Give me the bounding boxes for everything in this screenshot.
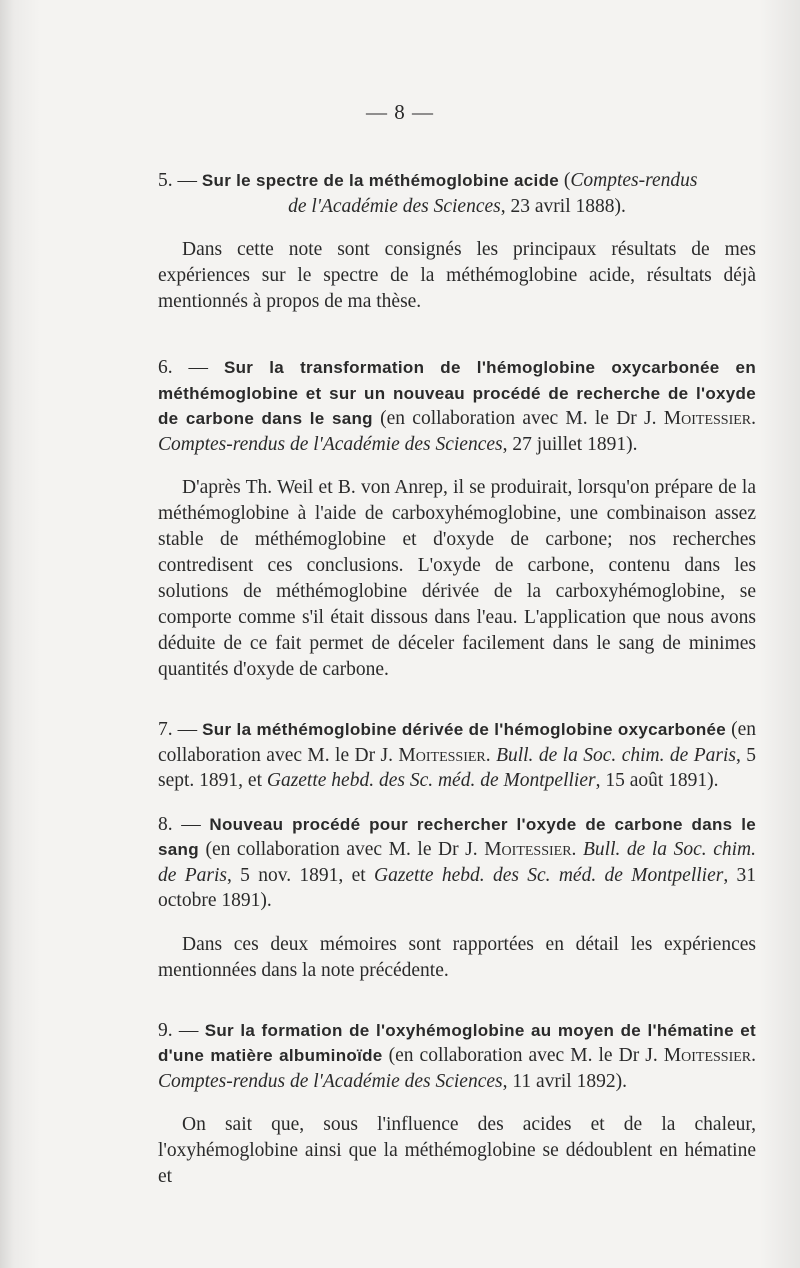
journal-name-cont: de l'Académie des Sciences [288,195,501,217]
entry-date: , 23 avril 1888). [500,195,626,217]
entry-6: 6. — Sur la transformation de l'hémoglobine oxycarbonée en méthémoglobine et sur un nouveau procédé de recherche de l'oxyde de carbone dans le sang (en collaboration avec M. le Dr J. Moitessier. Comptes-rendus de l'Académie des Sciences, 27 juillet 1891). [158,357,757,455]
entry-date: , 11 avril 1892). [502,1070,627,1092]
journal-name: Bull. de la Soc. chim. de Paris [496,744,736,766]
entry-number: 5. [158,170,173,191]
entry-number: 9. [158,1019,173,1041]
author-name: Moitessier. [663,1045,757,1066]
author-name: Moitessier. [398,744,491,766]
entry-date: , 15 août 1891). [595,770,719,791]
paragraph-5: Dans cette note sont consignés les principaux résultats de mes expériences sur le spectre de la méthémoglobine acide, résultats déjà mentionnés à propos de ma thèse. [158,239,756,312]
entry-number: 8. [158,813,173,835]
entry-title: Sur la formation de l'oxyhémoglobine au moyen de l'hématine et d'une matière albuminoïde [158,1020,756,1065]
journal-name: Comptes-rendus de l'Académie des Sciences [158,433,503,455]
entry-7: 7. — Sur la méthémoglobine dérivée de l'hémoglobine oxycarbonée (en collaboration avec M. le Dr J. Moitessier. Bull. de la Soc. chim. de Paris, 5 sept. 1891, et Gazette hebd. des Sc. méd. de Montpellier, 15 août 1891). [158,719,757,791]
entry-title: Sur le spectre de la méthémoglobine acide [201,171,560,190]
entry-number: 7. [158,719,173,740]
entry-collab: (en collaboration avec M. le Dr J. [388,1045,658,1066]
author-name: Moitessier. [484,839,577,860]
journal-name: Bull. de la Soc. chim. de Paris [158,839,756,886]
paragraph-9: On sait que, sous l'influence des acides et de la chaleur, l'oxyhémoglobine ainsi que la méthémoglobine se dédoublent en hématine et [158,1114,756,1187]
journal-name-2: Gazette hebd. des Sc. méd. de Montpellier [373,864,724,886]
ref-open: ( [563,170,571,191]
paragraph-6: D'après Th. Weil et B. von Anrep, il se produirait, lorsqu'on prépare de la méthémoglobine à l'aide de carboxyhémoglobine, une combinaison assez stable de méthémoglobine et d'oxyde de carbone; nos recherches contredisent ces conclusions. L'oxyde de carbone, contenu dans les solutions de méthémoglobine dérivée de la carboxyhémoglobine, se comporte comme s'il était dissous dans l'eau. L'application que nous avons déduite de ce fait permet de déceler facilement dans le sang de minimes quantités d'oxyde de carbone. [158,477,756,680]
entry-mid: , 5 nov. 1891, et [226,864,366,886]
page-content [158,168,756,1190]
entry-date: , 31 octobre 1891). [158,864,756,911]
journal-name: Comptes-rendus [570,170,698,191]
entry-collab: (en collaboration avec M. le Dr J. [205,839,478,860]
entry-8: 8. — Nouveau procédé pour rechercher l'oxyde de carbone dans le sang (en collaboration avec M. le Dr J. Moitessier. Bull. de la Soc. chim. de Paris, 5 nov. 1891, et Gazette hebd. des Sc. méd. de Montpellier, 31 octobre 1891). [158,813,756,911]
journal-name: Comptes-rendus de l'Académie des Sciences [158,1070,503,1092]
entry-mid: , 5 sept. 1891, et [158,744,757,791]
author-name: Moitessier. [663,408,757,429]
entry-date: , 27 juillet 1891). [502,433,638,455]
entry-title: Sur la méthémoglobine dérivée de l'hémoglobine oxycarbonée [202,720,727,739]
page-number: — 8 — [366,100,434,124]
entry-9: 9. — Sur la formation de l'oxyhémoglobine au moyen de l'hématine et d'une matière albuminoïde (en collaboration avec M. le Dr J. Moitessier. Comptes-rendus de l'Académie des Sciences, 11 avril 1892). [158,1019,757,1092]
entry-number: 6. [158,357,173,378]
paragraph-8: Dans ces deux mémoires sont rapportées en détail les expériences mentionnées dans la note précédente. [158,933,756,981]
entry-collab: (en collaboration avec M. le Dr J. [380,408,657,429]
entry-continuation [158,194,756,220]
journal-name-2: Gazette hebd. des Sc. méd. de Montpellier [266,770,596,791]
entry-collab: (en collaboration avec M. le Dr J. [158,719,756,766]
entry-5: 5. — Sur le spectre de la méthémoglobine acide (Comptes-rendus de l'Académie des Sciences, 23 avril 1888). [158,168,756,219]
entry-title: Nouveau procédé pour rechercher l'oxyde de carbone dans le sang [158,814,756,859]
entry-title: Sur la transformation de l'hémoglobine oxycarbonée en méthémoglobine et sur un nouveau procédé de recherche de l'oxyde de carbone dans le sang [158,358,756,428]
